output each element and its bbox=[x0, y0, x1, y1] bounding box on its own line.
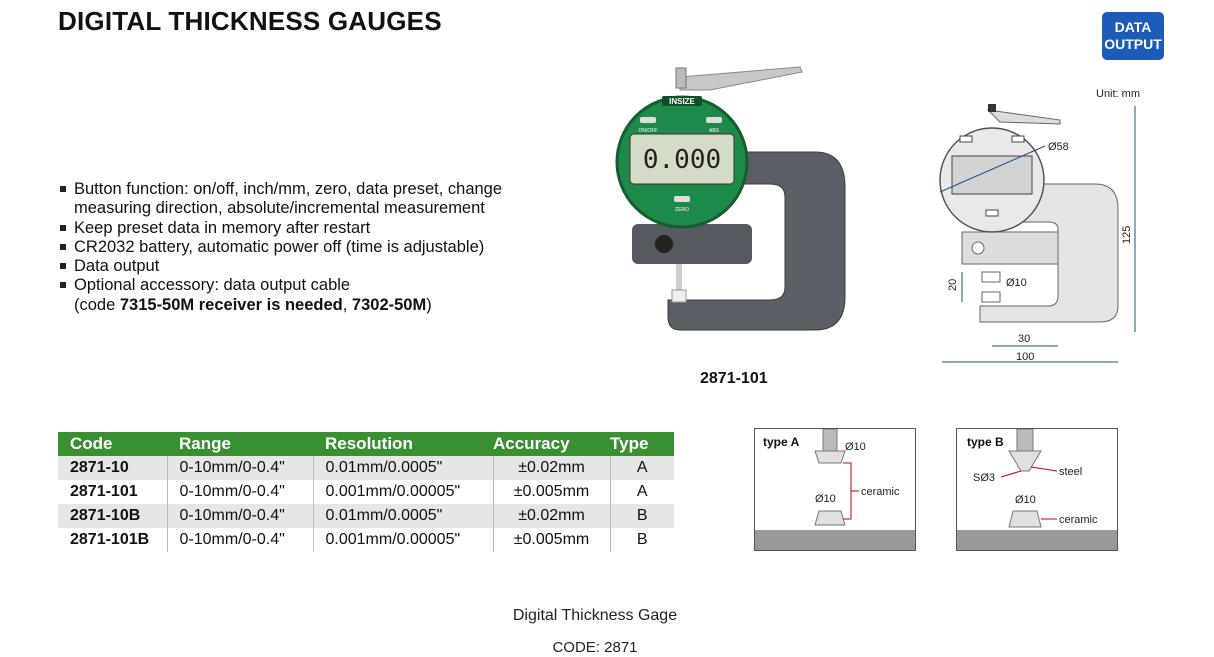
type-a-spindle bbox=[823, 429, 837, 451]
type-b-spindle bbox=[1017, 429, 1033, 451]
feature-text: Optional accessory: data output cable bbox=[74, 276, 351, 295]
feature-text: measuring direction, absolute/incremental measurement bbox=[74, 199, 485, 218]
cell-resolution: 0.01mm/0.0005" bbox=[313, 504, 493, 528]
dim-dial: Ø58 bbox=[1048, 141, 1069, 153]
feature-item-continued bbox=[58, 296, 502, 315]
type-a-top-tip bbox=[815, 451, 845, 463]
drawing-btn-left bbox=[960, 136, 972, 142]
feature-text: CR2032 battery, automatic power off (time is adjustable) bbox=[74, 237, 485, 256]
feature-item bbox=[58, 238, 502, 257]
feature-item bbox=[58, 257, 502, 276]
type-b-bottom-tip bbox=[1009, 511, 1041, 527]
type-b-diagram bbox=[956, 428, 1118, 551]
type-b-top-material: steel bbox=[1059, 466, 1083, 478]
cell-code: 2871-10 bbox=[58, 456, 167, 480]
cell-type: A bbox=[610, 480, 674, 504]
frame-body bbox=[632, 224, 752, 264]
type-a-diagram bbox=[754, 428, 916, 551]
model-label: 2871-101 bbox=[700, 370, 768, 387]
cell-range: 0-10mm/0-0.4" bbox=[167, 480, 313, 504]
type-b-bottom-dim: Ø10 bbox=[1015, 494, 1036, 506]
drawing-lcd bbox=[952, 156, 1032, 194]
drawing-lever bbox=[988, 110, 1060, 124]
table-row bbox=[58, 504, 674, 528]
feature-item-continued bbox=[58, 199, 502, 218]
col-range: Range bbox=[167, 432, 313, 456]
feature-list bbox=[58, 180, 502, 315]
type-b-steel-leader bbox=[1031, 467, 1057, 471]
type-b-label: type B bbox=[967, 435, 1004, 449]
feature-text: , bbox=[342, 295, 352, 314]
type-a-bottom-tip bbox=[815, 511, 845, 525]
dim-height: 125 bbox=[1121, 225, 1133, 244]
lcd-value: 0.000 bbox=[642, 145, 722, 175]
caption-name: Digital Thickness Gage bbox=[512, 607, 678, 624]
zero-label: ZERO bbox=[675, 207, 689, 213]
type-a-base bbox=[755, 530, 915, 550]
zero-button bbox=[674, 196, 690, 202]
col-accuracy: Accuracy bbox=[493, 432, 610, 456]
page-title: DIGITAL THICKNESS GAUGES bbox=[58, 6, 442, 36]
feature-text: Data output bbox=[74, 257, 160, 276]
type-a-material: ceramic bbox=[861, 486, 900, 498]
badge-line-1: DATA bbox=[1114, 19, 1152, 35]
type-b-dim-leader bbox=[1001, 471, 1021, 477]
feature-text: (code bbox=[74, 295, 120, 314]
col-resolution: Resolution bbox=[313, 432, 493, 456]
onoff-button bbox=[640, 117, 656, 123]
lock-screw bbox=[655, 235, 673, 253]
col-code: Code bbox=[58, 432, 167, 456]
cell-code: 2871-10B bbox=[58, 504, 167, 528]
drawing-anvil-top bbox=[982, 272, 1000, 282]
feature-text-bold: 7315-50M receiver is needed bbox=[119, 295, 343, 314]
cell-resolution: 0.001mm/0.00005" bbox=[313, 528, 493, 552]
brand-logo: INSIZE bbox=[669, 97, 695, 106]
cell-range: 0-10mm/0-0.4" bbox=[167, 504, 313, 528]
cell-accuracy: ±0.02mm bbox=[493, 504, 610, 528]
cell-type: A bbox=[610, 456, 674, 480]
abs-button bbox=[706, 117, 722, 123]
caption-code: CODE: 2871 bbox=[552, 639, 638, 656]
type-a-top-dim: Ø10 bbox=[845, 441, 866, 453]
type-a-bottom-dim: Ø10 bbox=[815, 493, 836, 505]
cell-code: 2871-101 bbox=[58, 480, 167, 504]
table-header-row bbox=[58, 432, 674, 456]
lift-lever bbox=[680, 67, 802, 90]
cell-range: 0-10mm/0-0.4" bbox=[167, 456, 313, 480]
drawing-anvil-bottom bbox=[982, 292, 1000, 302]
anvil-top bbox=[672, 290, 686, 302]
dim-depth: 30 bbox=[1018, 333, 1031, 345]
feature-item bbox=[58, 219, 502, 238]
cell-accuracy: ±0.02mm bbox=[493, 456, 610, 480]
type-a-leader bbox=[843, 463, 851, 519]
cell-accuracy: ±0.005mm bbox=[493, 480, 610, 504]
badge-line-2: OUTPUT bbox=[1104, 36, 1162, 52]
product-image bbox=[610, 62, 860, 362]
drawing-screw bbox=[972, 242, 984, 254]
dim-gap: 20 bbox=[947, 278, 959, 291]
unit-label: Unit: mm bbox=[1096, 88, 1140, 100]
cell-type: B bbox=[610, 504, 674, 528]
feature-item bbox=[58, 276, 502, 295]
drawing-btn-right bbox=[1012, 136, 1024, 142]
feature-text: Keep preset data in memory after restart bbox=[74, 218, 371, 237]
dim-anvil: Ø10 bbox=[1006, 277, 1027, 289]
dim-width: 100 bbox=[1016, 351, 1035, 363]
col-type: Type bbox=[610, 432, 674, 456]
type-a-label: type A bbox=[763, 435, 800, 449]
type-b-top-dim: SØ3 bbox=[973, 472, 996, 484]
cell-type: B bbox=[610, 528, 674, 552]
cell-range: 0-10mm/0-0.4" bbox=[167, 528, 313, 552]
table-row bbox=[58, 528, 674, 552]
drawing-btn-bottom bbox=[986, 210, 998, 216]
cell-code: 2871-101B bbox=[58, 528, 167, 552]
feature-text-bold: 7302-50M bbox=[351, 295, 427, 314]
data-output-badge bbox=[1102, 12, 1164, 60]
drawing-knob bbox=[988, 104, 996, 112]
dimension-drawing bbox=[930, 84, 1150, 369]
spindle bbox=[676, 264, 682, 290]
onoff-label: ON/OFF bbox=[638, 128, 658, 134]
feature-text: ) bbox=[426, 295, 432, 314]
table-row bbox=[58, 456, 674, 480]
cell-resolution: 0.01mm/0.0005" bbox=[313, 456, 493, 480]
spec-table bbox=[58, 432, 674, 552]
feature-text: Button function: on/off, inch/mm, zero, data preset, change bbox=[74, 180, 503, 198]
cell-resolution: 0.001mm/0.00005" bbox=[313, 480, 493, 504]
lever-knob bbox=[676, 68, 686, 88]
type-b-base bbox=[957, 530, 1117, 550]
table-row bbox=[58, 480, 674, 504]
cell-accuracy: ±0.005mm bbox=[493, 528, 610, 552]
feature-item bbox=[58, 180, 502, 199]
type-b-bottom-material: ceramic bbox=[1059, 514, 1098, 526]
abs-label: ABS bbox=[708, 128, 720, 134]
